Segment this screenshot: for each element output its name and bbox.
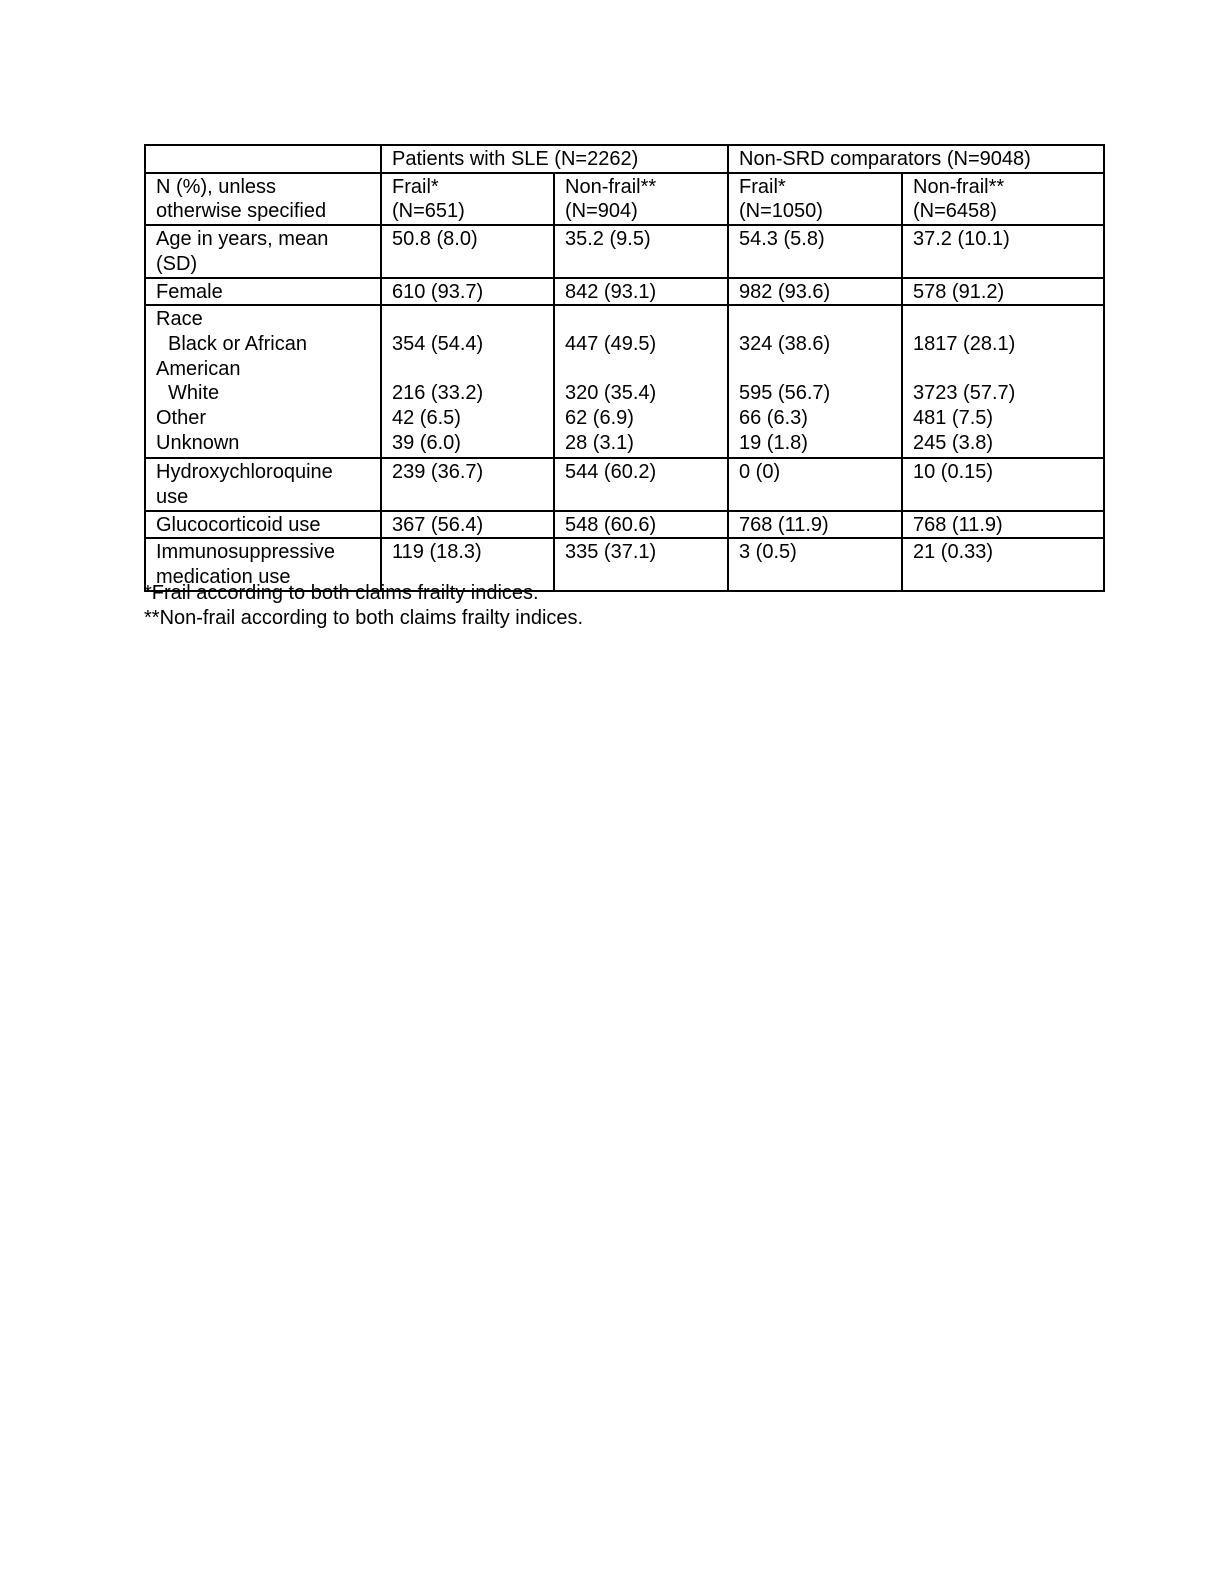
cell: 39 (6.0) [392,431,461,454]
cell: 354 (54.4) [392,332,484,355]
cell: 324 (38.6) [739,332,831,355]
label-line: Immunosuppressive [156,541,335,564]
label-line: medication use [156,566,291,589]
cell: 28 (3.1) [565,431,634,454]
subheader-title: Non-frail** [565,175,657,198]
label-line: Age in years, mean [156,228,329,251]
table-row-glucocorticoid [145,511,1104,539]
cell: 3723 (57.7) [913,382,1016,405]
race-unknown-label: Unknown [156,431,240,454]
row-label [145,305,381,458]
cell: 66 (6.3) [739,406,808,429]
cell: 62 (6.9) [565,406,634,429]
cell: 548 (60.6) [554,511,728,539]
subheader-n: (N=651) [392,200,465,223]
race-cells-col3 [728,305,902,458]
footnote-nonfrail: **Non-frail according to both claims frailty indices. [144,606,584,629]
cell: 21 (0.33) [902,538,1104,590]
cell: 610 (93.7) [381,278,554,306]
race-other-label: Other [156,406,207,429]
table-row-hydroxychloroquine [145,458,1104,510]
race-cells-col2 [554,305,728,458]
empty-corner-cell [145,145,381,173]
cell: 35.2 (9.5) [554,225,728,277]
label-line: Hydroxychloroquine [156,461,333,484]
row-label [145,458,381,510]
subheader-sle-nonfrail [554,173,728,225]
row-label: Female [145,278,381,306]
table-subheader-row [145,173,1104,225]
cell: 335 (37.1) [554,538,728,590]
label-line: (SD) [156,252,198,275]
subheader-sle-frail [381,173,554,225]
characteristics-table [144,144,1105,592]
group-header-non-srd: Non-SRD comparators (N=9048) [728,145,1104,173]
row-header-label [145,173,381,225]
race-black-label: Black or African [168,332,307,355]
cell: 3 (0.5) [728,538,902,590]
cell: 37.2 (10.1) [902,225,1104,277]
table-row-race [145,305,1104,458]
subheader-comp-nonfrail [902,173,1104,225]
cell: 578 (91.2) [902,278,1104,306]
cell: 10 (0.15) [902,458,1104,510]
subheader-comp-frail [728,173,902,225]
cell: 54.3 (5.8) [728,225,902,277]
cell: 544 (60.2) [554,458,728,510]
cell: 447 (49.5) [565,332,657,355]
cell: 239 (36.7) [381,458,554,510]
table-row-age [145,225,1104,277]
label-line: N (%), unless [156,175,277,198]
subheader-n: (N=904) [565,200,638,223]
cell: 481 (7.5) [913,406,994,429]
race-label: Race [156,308,203,331]
subheader-title: Frail* [392,175,439,198]
label-line: use [156,485,189,508]
label-line: otherwise specified [156,200,327,223]
table-group-header-row [145,145,1104,173]
subheader-title: Frail* [739,175,786,198]
table-row-female [145,278,1104,306]
race-cells-col1 [381,305,554,458]
group-header-sle: Patients with SLE (N=2262) [381,145,728,173]
subheader-title: Non-frail** [913,175,1005,198]
subheader-n: (N=1050) [739,200,823,223]
cell: 982 (93.6) [728,278,902,306]
cell: 216 (33.2) [392,382,484,405]
cell: 119 (18.3) [381,538,554,590]
cell: 245 (3.8) [913,431,994,454]
cell: 768 (11.9) [902,511,1104,539]
cell: 842 (93.1) [554,278,728,306]
race-black-label-cont: American [156,357,241,380]
subheader-n: (N=6458) [913,200,997,223]
cell: 595 (56.7) [739,382,831,405]
footnote-frail: *Frail according to both claims frailty indices. [144,582,539,604]
cell: 367 (56.4) [381,511,554,539]
race-white-label: White [168,382,220,405]
row-label [145,225,381,277]
cell: 0 (0) [728,458,902,510]
cell: 1817 (28.1) [913,332,1016,355]
footnotes [144,581,583,630]
cell: 50.8 (8.0) [381,225,554,277]
cell: 19 (1.8) [739,431,808,454]
race-cells-col4 [902,305,1104,458]
cell: 320 (35.4) [565,382,657,405]
row-label: Glucocorticoid use [145,511,381,539]
cell: 768 (11.9) [728,511,902,539]
cell: 42 (6.5) [392,406,461,429]
